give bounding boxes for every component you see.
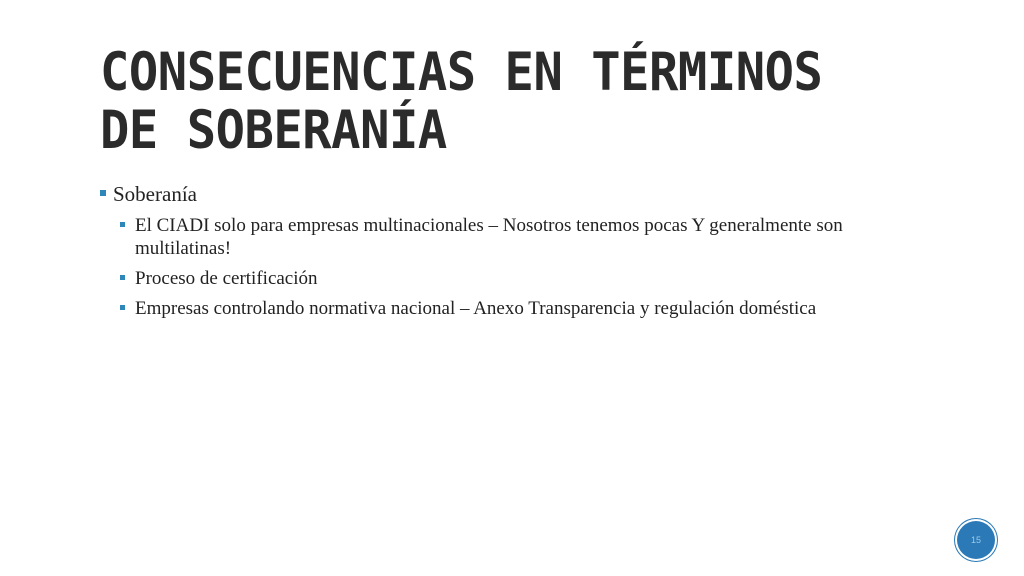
bullet-level2: [120, 297, 920, 320]
bullet-text: Proceso de certificación: [135, 268, 318, 289]
bullet-text: El CIADI solo para empresas multinacionales – Nosotros tenemos pocas Y generalmente son multilatinas!: [135, 215, 843, 259]
bullet-level2: [120, 214, 920, 260]
square-bullet-icon: [120, 305, 125, 310]
slide-content: [100, 180, 920, 327]
slide-title: CONSECUENCIAS EN TÉRMINOS DE SOBERANÍA: [100, 42, 823, 161]
bullet-level1: [100, 180, 920, 208]
bullet-level2: [120, 267, 920, 290]
slide-number-badge: 15: [957, 521, 995, 559]
square-bullet-icon: [120, 275, 125, 280]
bullet-text: Empresas controlando normativa nacional – Anexo Transparencia y regulación doméstica: [135, 298, 817, 319]
bullet-text: Soberanía: [113, 182, 197, 206]
square-bullet-icon: [120, 222, 125, 227]
square-bullet-icon: [100, 190, 106, 196]
